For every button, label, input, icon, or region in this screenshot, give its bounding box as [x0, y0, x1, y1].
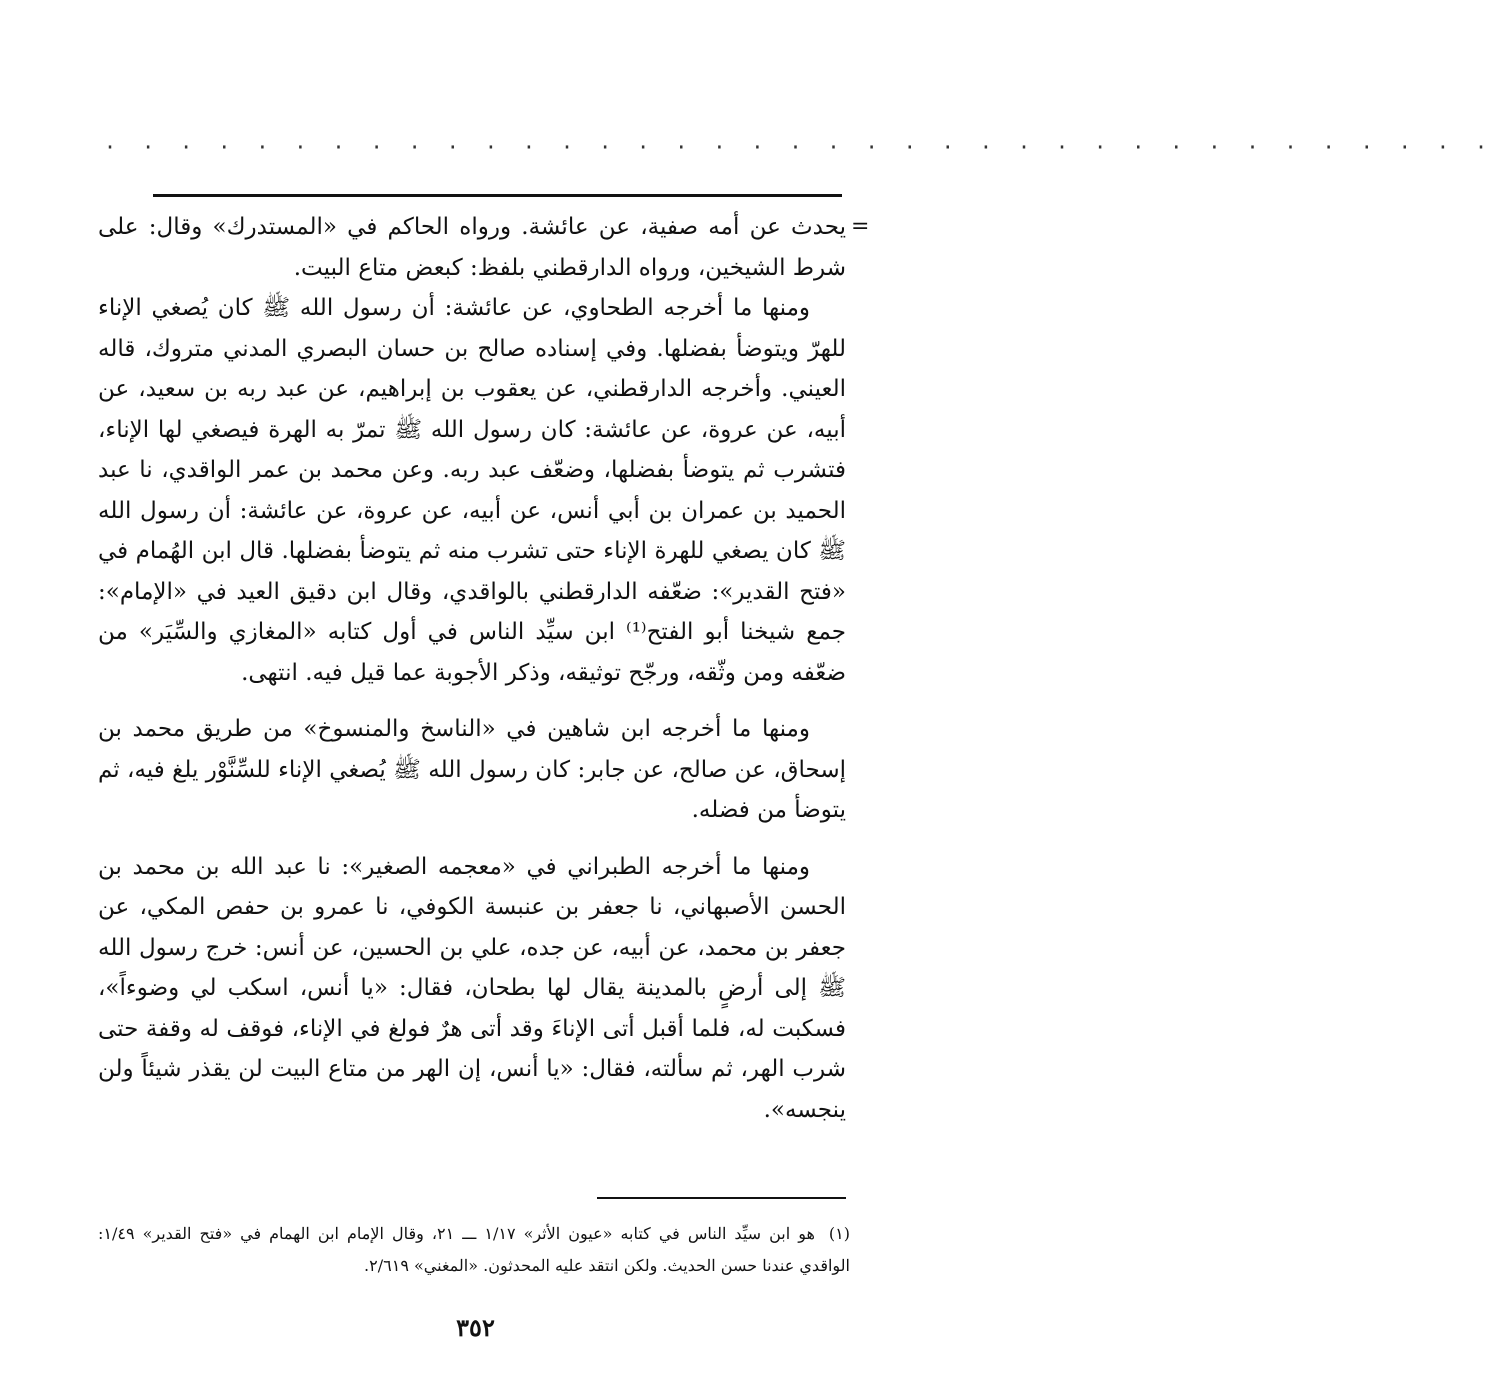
continuation-mark: =: [851, 214, 870, 239]
footnote-number: (١): [828, 1224, 850, 1243]
footnote-rule: [597, 1197, 846, 1199]
header-rule: [153, 194, 842, 197]
page-number: ٣٥٢: [456, 1313, 495, 1342]
paragraph-tahawi: ومنها ما أخرجه الطحاوي، عن عائشة: أن رسول الله ﷺ كان يُصغي الإناء للهرّ ويتوضأ بفضلها. وفي إسناده صالح بن حسان البصري المدني متروك، قاله العيني. وأخرجه الدارقطني، عن يعقوب بن إبراهيم، عن عبد ربه بن سعيد، عن أبيه، عن عروة، عن عائشة: كان رسول الله ﷺ تمرّ به الهرة فيصغي لها الإناء، فتشرب ثم يتوضأ بفضلها، وضعّف عبد ربه. وعن محمد بن عمر الواقدي، نا عبد الحميد بن عمران بن أبي أنس، عن أبيه، عن عروة، عن عائشة: أن رسول الله ﷺ كان يصغي للهرة الإناء حتى تشرب منه ثم يتوضأ بفضلها. قال ابن الهُمام في «فتح القدير»: ضعّفه الدارقطني بالواقدي، وقال ابن دقيق العيد في «الإمام»: جمع شيخنا أبو الفتح⁽¹⁾ ابن سيِّد الناس في أول كتابه «المغازي والسِّيَر» من ضعّفه ومن وثّقه، ورجّح توثيقه، وذكر الأجوبة عما قيل فيه. انتهى.: [98, 295, 846, 686]
header-dotted-line: · · · · · · · · · · · · · · · · · · · · · · · · · · · · · · · · · · · · ·: [104, 135, 1494, 159]
footnote: [98, 1218, 850, 1282]
main-text: [98, 207, 846, 1130]
paragraph-tabarani: ومنها ما أخرجه الطبراني في «معجمه الصغير»: نا عبد الله بن محمد بن الحسن الأصبهاني، نا جعفر بن عنبسة الكوفي، نا عمرو بن حفص المكي، عن جعفر بن محمد، عن أبيه، عن جده، علي بن الحسين، عن أنس: خرج رسول الله ﷺ إلى أرضٍ بالمدينة يقال لها بطحان، فقال: «يا أنس، اسكب لي وضوءاً»، فسكبت له، فلما أقبل أتى الإناءَ وقد أتى هرٌ فولغ في الإناء، فوقف له وقفة حتى شرب الهر، ثم سألته، فقال: «يا أنس، إن الهر من متاع البيت لن يقذر شيئاً ولن ينجسه».: [98, 853, 846, 1123]
paragraph-ibn-shahin: ومنها ما أخرجه ابن شاهين في «الناسخ والمنسوخ» من طريق محمد بن إسحاق، عن صالح، عن جابر: كان رسول الله ﷺ يُصغي الإناء للسِّنَّوْر يلغ فيه، ثم يتوضأ من فضله.: [98, 716, 846, 823]
footnote-text: هو ابن سيِّد الناس في كتابه «عيون الأثر» ١/١٧ ـــ ٢١، وقال الإمام ابن الهمام في «فتح القدير» ١/٤٩: الواقدي عندنا حسن الحديث. ولكن انتقد عليه المحدثون. «المغني» ٢/٦١٩.: [98, 1224, 850, 1275]
paragraph-continued: يحدث عن أمه صفية، عن عائشة. ورواه الحاكم في «المستدرك» وقال: على شرط الشيخين، ورواه الدارقطني بلفظ: كبعض متاع البيت.: [98, 214, 846, 281]
